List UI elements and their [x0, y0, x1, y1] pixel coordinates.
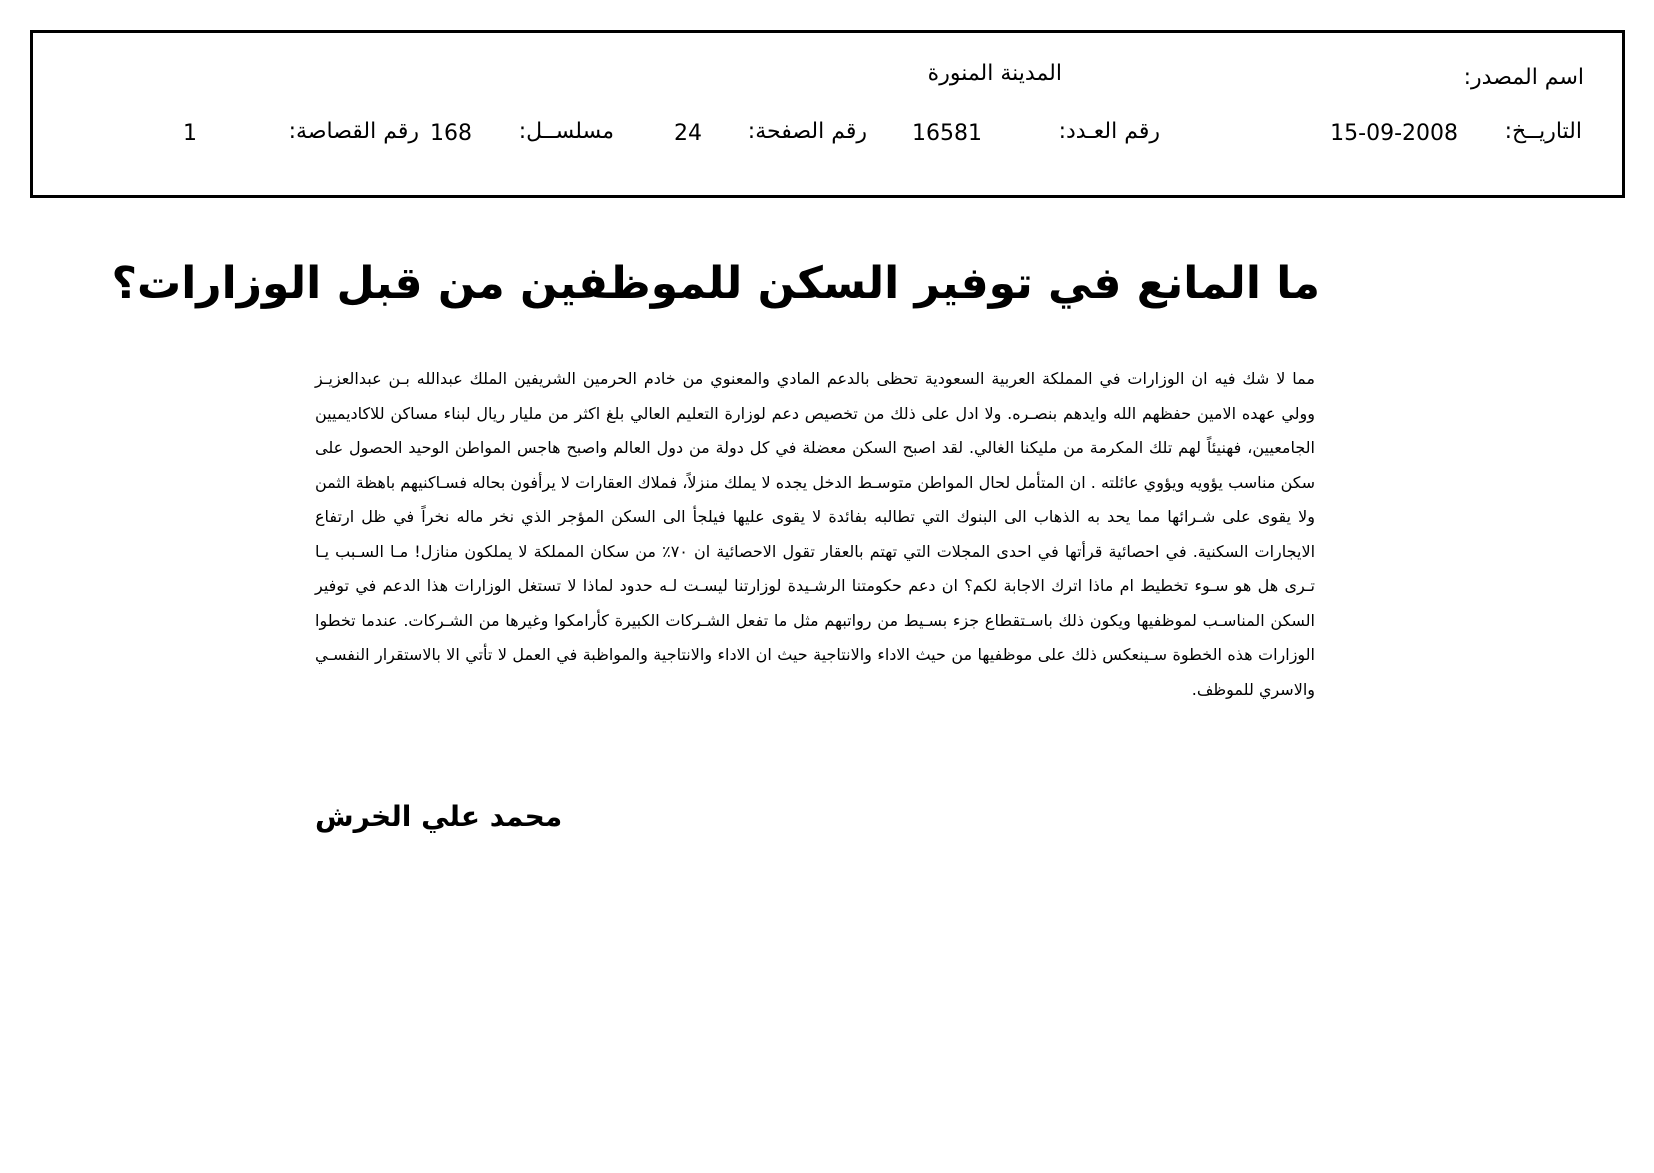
article-body [315, 362, 1315, 707]
clipping-value: 1 [183, 121, 197, 146]
serial-value: 168 [430, 121, 472, 146]
source-label: اسم المصدر: [1463, 65, 1584, 90]
clipping-label: رقم القصاصة: [288, 119, 419, 144]
article-title: ما المانع في توفير السكن للموظفين من قبل الوزارات؟ [111, 258, 1320, 309]
date-value: 15-09-2008 [1330, 121, 1458, 146]
source-value: المدينة المنورة [927, 61, 1062, 86]
article-author: محمد علي الخرش [315, 800, 563, 833]
article-paragraph: مما لا شك فيه ان الوزارات في المملكة العربية السعودية تحظى بالدعم المادي والمعنوي من خادم الحرمين الشريفين الملك عبدالله بـن عبدالعزيـز وولي عهده الامين حفظهم الله وايدهم بنصـره. ولا ادل على ذلك من تخصيص دعم لوزارة التعليم العالي بلغ اكثر من مليار ريال لبناء مساكن للاكاديميين الجامعيين، فهنيئاً لهم تلك المكرمة من مليكنا الغالي. لقد اصبح السكن معضلة في كل دولة من دول العالم واصبح هاجس المواطن الوحيد الحصول على سكن مناسب يؤويه ويؤوي عائلته . ان المتأمل لحال المواطن متوسـط الدخل يجده لا يملك منزلاً، فملاك العقارات لا يرأفون بحاله فسـاكنيهم باهظة الثمن ولا يقوى على شـرائها مما يحد به الذهاب الى البنوك التي تطالبه بفائدة لا يقوى عليها فيلجأ الى السكن المؤجر الذي نخر ماله نخراً في ظل ارتفاع الايجارات السكنية. في احصائية قرأتها في احدى المجلات التي تهتم بالعقار تقول الاحصائية ان ٧٠٪ من سكان المملكة لا يملكون منازل! مـا السـبب يـا تـرى هل هو سـوء تخطيط ام ماذا اترك الاجابة لكم؟ ان دعم حكومتنا الرشـيدة لوزارتنا ليسـت لـه حدود لماذا لا تستغل الوزارات هذا الدعم في توفير السكن المناسـب لموظفيها ويكون ذلك باسـتقطاع جزء بسـيط من رواتبهم مثل ما تفعل الشـركات الكبيرة كأرامكوا وغيرها من الشـركات. عندما تخطوا الوزارات هذه الخطوة سـينعكس ذلك على موظفيها من حيث الاداء والانتاجية حيث ان الاداء والانتاجية والمواظبة في العمل لا تأتي الا بالاستقرار النفسـي والاسري للموظف. [315, 369, 1316, 699]
page-value: 24 [674, 121, 702, 146]
date-label: التاريــخ: [1504, 119, 1582, 144]
issue-label: رقم العـدد: [1058, 119, 1160, 144]
page-label: رقم الصفحة: [747, 119, 867, 144]
issue-value: 16581 [912, 121, 982, 146]
clipping-header-box [30, 30, 1625, 198]
serial-label: مسلســل: [518, 119, 614, 144]
